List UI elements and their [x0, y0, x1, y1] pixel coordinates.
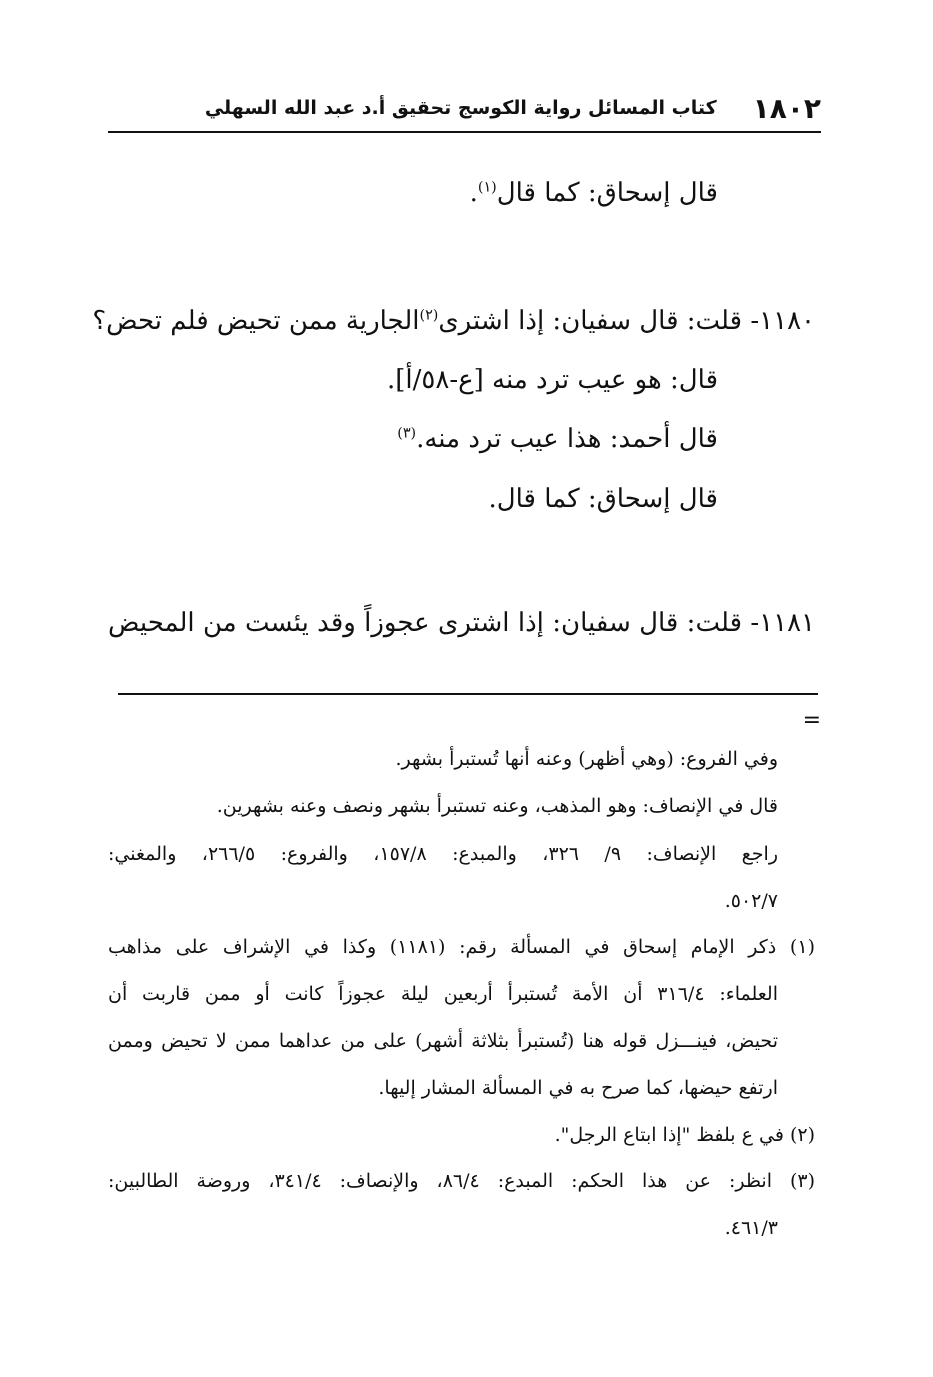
- footnote-ref-3: (٣): [397, 425, 417, 442]
- question-1180-start: ١١٨٠- قلت: قال سفيان: إذا اشترى: [438, 306, 815, 336]
- page-number: ١٨٠٢: [752, 91, 821, 125]
- ishaq-answer-line: [470, 178, 718, 208]
- answer-1-text: قال: هو عيب ترد منه [ع-٥٨/أ].: [386, 365, 718, 395]
- question-1181-text: ١١٨١- قلت: قال سفيان: إذا اشترى عجوزاً وقد يئست من المحيض: [108, 608, 815, 638]
- footnote-1-line-3: تحيض، فينـــزل قوله هنا (تُستبرأ بثلاثة أشهر) على من عداهما ممن لا تحيض وممن: [108, 1030, 778, 1052]
- question-1180: [92, 306, 815, 336]
- answer-1-line: [387, 365, 718, 395]
- footnote-1-line-4: ارتفع حيضها، كما صرح به في المسألة المشار إليها.: [378, 1077, 778, 1099]
- footnote-continuation-4: ٥٠٢/٧.: [724, 890, 778, 912]
- footnote-continuation-3: راجع الإنصاف: ٩/ ٣٢٦، والمبدع: ١٥٧/٨، والفروع: ٢٦٦/٥، والمغني:: [108, 843, 778, 865]
- footnote-continuation-2: قال في الإنصاف: وهو المذهب، وعنه تستبرأ بشهر ونصف وعنه بشهرين.: [216, 795, 778, 817]
- ishaq-answer-end: .: [469, 178, 478, 208]
- ishaq-answer-text: قال إسحاق: كما قال: [496, 178, 718, 208]
- footnote-ref-2: (٢): [419, 307, 439, 324]
- footnote-1-line-1: (١) ذكر الإمام إسحاق في المسألة رقم: (١١٨١) وكذا في الإشراف على مذاهب: [108, 936, 815, 958]
- answer-ishaq-line: [488, 484, 718, 514]
- footnote-3-line-1: (٣) انظر: عن هذا الحكم: المبدع: ٨٦/٤، والإنصاف: ٣٤١/٤، وروضة الطالبين:: [108, 1170, 816, 1192]
- footnote-1-line-2: العلماء: ٣١٦/٤ أن الأمة تُستبرأ أربعين ليلة عجوزاً كانت أو ممن قاربت أن: [108, 983, 778, 1005]
- footnote-2: (٢) في ع بلفظ "إذا ابتاع الرجل".: [554, 1124, 815, 1146]
- answer-ishaq-text: قال إسحاق: كما قال.: [488, 484, 718, 514]
- answer-ahmad-text: قال أحمد: هذا عيب ترد منه.: [416, 424, 718, 454]
- page-header: [108, 88, 821, 128]
- continuation-mark: =: [802, 708, 821, 733]
- header-rule: [108, 131, 821, 133]
- question-1181: [108, 608, 815, 638]
- question-1180-end: الجارية ممن تحيض فلم تحض؟: [92, 306, 420, 336]
- footnote-separator: [118, 693, 818, 695]
- footnote-ref-1: (١): [477, 179, 497, 196]
- footnote-continuation-1: وفي الفروع: (وهي أظهر) وعنه أنها تُستبرأ بشهر.: [395, 748, 778, 770]
- footnote-3-line-2: ٤٦١/٣.: [724, 1217, 778, 1239]
- answer-ahmad-line: [397, 424, 718, 454]
- running-title: كتاب المسائل رواية الكوسج تحقيق أ.د عبد الله السهلي: [204, 97, 717, 119]
